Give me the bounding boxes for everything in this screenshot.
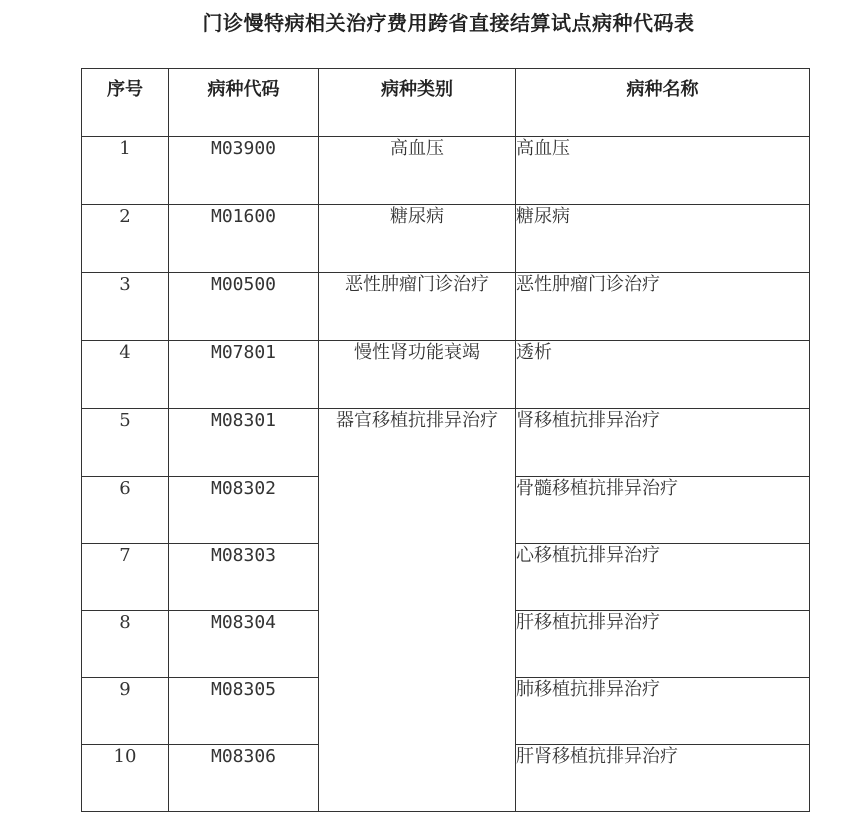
cell-disease-category: 慢性肾功能衰竭 bbox=[319, 341, 516, 409]
cell-disease-category: 高血压 bbox=[319, 137, 516, 205]
cell-serial-number: 1 bbox=[82, 137, 169, 205]
cell-disease-code: M08303 bbox=[169, 544, 319, 611]
cell-disease-name: 肝肾移植抗排异治疗 bbox=[516, 745, 810, 812]
table-row bbox=[82, 341, 810, 409]
cell-disease-code: M08304 bbox=[169, 611, 319, 678]
cell-disease-code: M08302 bbox=[169, 477, 319, 544]
header-disease-code: 病种代码 bbox=[169, 69, 319, 137]
cell-disease-code: M08305 bbox=[169, 678, 319, 745]
table-row bbox=[82, 409, 810, 477]
cell-disease-code: M08306 bbox=[169, 745, 319, 812]
cell-disease-name: 高血压 bbox=[516, 137, 810, 205]
cell-serial-number: 8 bbox=[82, 611, 169, 678]
cell-disease-code: M00500 bbox=[169, 273, 319, 341]
cell-disease-name: 肾移植抗排异治疗 bbox=[516, 409, 810, 477]
table-row bbox=[82, 205, 810, 273]
cell-disease-category: 恶性肿瘤门诊治疗 bbox=[319, 273, 516, 341]
cell-serial-number: 9 bbox=[82, 678, 169, 745]
cell-disease-name: 骨髓移植抗排异治疗 bbox=[516, 477, 810, 544]
cell-disease-code: M03900 bbox=[169, 137, 319, 205]
cell-disease-name: 肝移植抗排异治疗 bbox=[516, 611, 810, 678]
cell-serial-number: 2 bbox=[82, 205, 169, 273]
cell-disease-name: 透析 bbox=[516, 341, 810, 409]
cell-serial-number: 4 bbox=[82, 341, 169, 409]
cell-serial-number: 7 bbox=[82, 544, 169, 611]
cell-serial-number: 10 bbox=[82, 745, 169, 812]
table-row bbox=[82, 273, 810, 341]
cell-disease-category: 糖尿病 bbox=[319, 205, 516, 273]
header-disease-name: 病种名称 bbox=[516, 69, 810, 137]
cell-disease-name: 糖尿病 bbox=[516, 205, 810, 273]
header-disease-category: 病种类别 bbox=[319, 69, 516, 137]
cell-disease-code: M01600 bbox=[169, 205, 319, 273]
cell-serial-number: 6 bbox=[82, 477, 169, 544]
disease-code-table bbox=[81, 68, 810, 812]
cell-disease-code: M08301 bbox=[169, 409, 319, 477]
table-row bbox=[82, 137, 810, 205]
cell-serial-number: 3 bbox=[82, 273, 169, 341]
cell-disease-name: 恶性肿瘤门诊治疗 bbox=[516, 273, 810, 341]
cell-disease-name: 肺移植抗排异治疗 bbox=[516, 678, 810, 745]
table-header-row bbox=[82, 69, 810, 137]
cell-serial-number: 5 bbox=[82, 409, 169, 477]
page-title: 门诊慢特病相关治疗费用跨省直接结算试点病种代码表 bbox=[202, 11, 695, 35]
cell-disease-category-merged: 器官移植抗排异治疗 bbox=[319, 409, 516, 812]
cell-disease-code: M07801 bbox=[169, 341, 319, 409]
header-serial-number: 序号 bbox=[82, 69, 169, 137]
cell-disease-name: 心移植抗排异治疗 bbox=[516, 544, 810, 611]
